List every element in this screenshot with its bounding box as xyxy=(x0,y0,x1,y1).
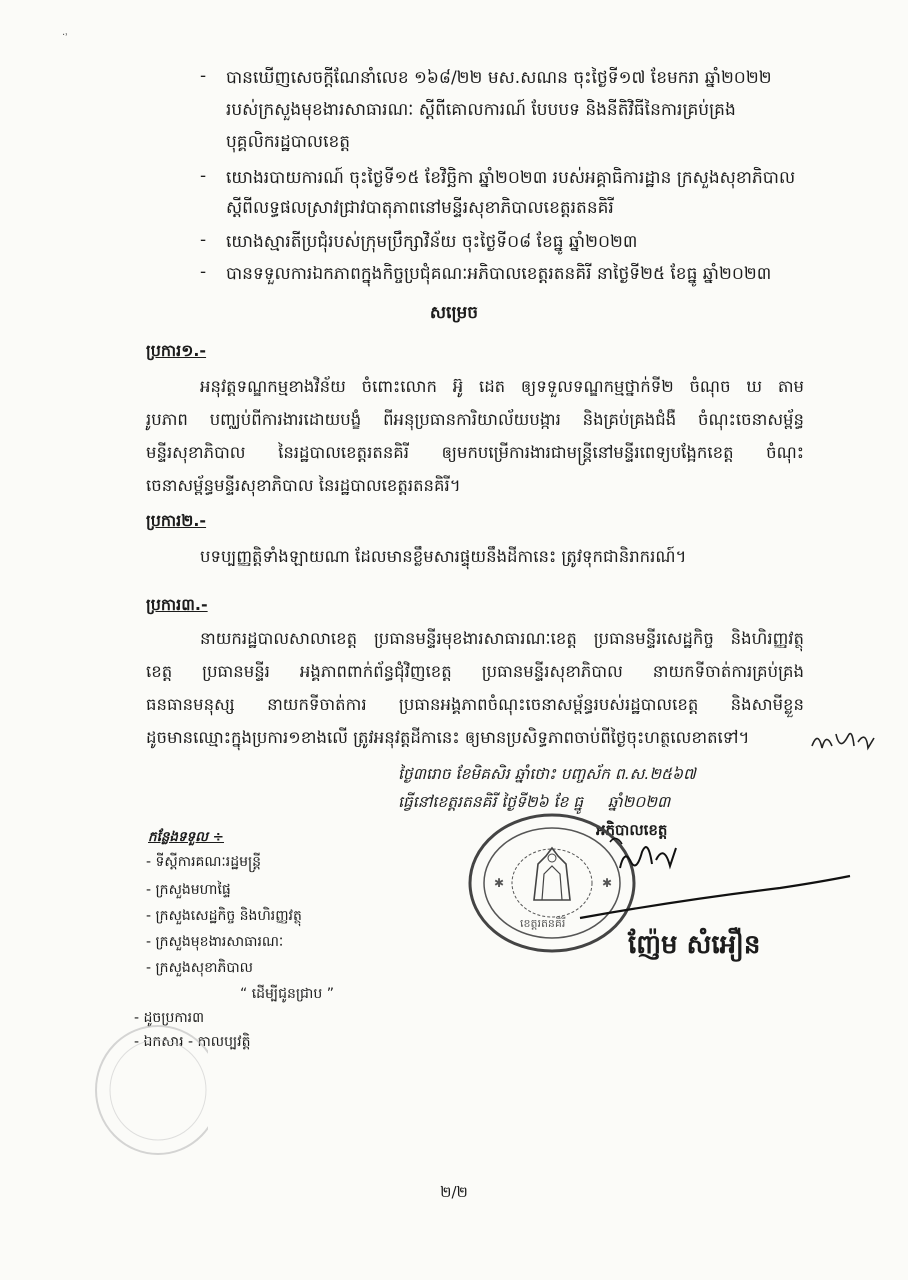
preamble-1-line-3: បុគ្គលិករដ្ឋបាលខេត្ត xyxy=(226,132,351,152)
decision-heading: សម្រេច xyxy=(429,303,479,323)
article-3-line-3: ធនធានមនុស្ស នាយកទីចាត់ការ ប្រធានអង្គភាពចំណុះចេនាសម្ព័ន្ធរបស់រដ្ឋបាលខេត្ត និងសាមីខ្លួន xyxy=(146,695,804,714)
bullet-dash: - xyxy=(200,262,207,282)
recipient-item: - ក្រសួងសុខាភិបាល xyxy=(146,960,253,976)
recipient-extra: - ឯកសារ - កាលប្បវត្តិ xyxy=(134,1034,251,1050)
article-3-line-1: នាយករដ្ឋបាលសាលាខេត្ត ប្រធានមន្ទីរមុខងារសាធារណៈខេត្ត ប្រធានមន្ទីរសេដ្ឋកិច្ច និងហិរញ្ញវត្ថុ xyxy=(200,629,804,648)
recipient-extra: - ដូចប្រការ៣ xyxy=(134,1010,205,1026)
recipient-label: ឯកសារ - កាលប្បវត្តិ xyxy=(143,1034,251,1050)
svg-text:✱: ✱ xyxy=(602,876,613,890)
recipients-title: កន្លែងទទួល ÷ xyxy=(148,829,224,845)
preamble-2-line-1: យោងរបាយការណ៍ ចុះថ្ងៃទី១៥ ខែវិច្ឆិកា ឆ្នាំ២០២៣ របស់អគ្គាធិការដ្ឋាន ក្រសួងសុខាភិបាល xyxy=(226,168,796,188)
article-1-line-1: អនុវត្តទណ្ឌកម្មខាងវិន័យ ចំពោះលោក អ៊ូ ដេត ឲ្យទទួលទណ្ឌកម្មថ្នាក់ទី២ ចំណុច ឃ តាម xyxy=(200,377,804,396)
signature-stroke xyxy=(560,830,860,930)
faint-stamp-icon xyxy=(88,1020,208,1160)
recipient-label: ក្រសួងសេដ្ឋកិច្ច និងហិរញ្ញវត្ថុ xyxy=(155,908,302,924)
bullet-dash: - xyxy=(200,66,207,86)
lunar-date: ថ្ងៃ៣រោច ខែមិគសិរ ឆ្នាំថោះ បញ្ចស័ក ព.ស.២៥៦៧ xyxy=(398,765,696,783)
article-3-label: ប្រការ៣.- xyxy=(146,595,208,614)
preamble-3-line-1: យោងស្មារតីប្រជុំរបស់ក្រុមប្រឹក្សាវិន័យ ចុះថ្ងៃទី០៨ ខែធ្នូ ឆ្នាំ២០២៣ xyxy=(226,232,638,252)
article-3-line-2: ខេត្ត ប្រធានមន្ទីរ អង្គភាពពាក់ព័ន្ធជុំវិញខេត្ត ប្រធានមន្ទីរសុខាភិបាល នាយកទីចាត់ការគ្រប់គ្រង xyxy=(146,662,804,681)
recipients-for-info: “ ដើម្បីជូនជ្រាប ” xyxy=(240,986,334,1002)
article-1-label: ប្រការ១.- xyxy=(146,341,207,360)
article-1-line-2: រូបភាព បញ្ឈប់ពីការងារដោយបង្ខំ ពីអនុប្រធានការិយាល័យបង្ការ និងគ្រប់គ្រងជំងឺ ចំណុះចេនាសម្ព័ន្ធ xyxy=(146,410,804,429)
issue-day: ២៦ xyxy=(525,793,549,811)
article-1-line-3: មន្ទីរសុខាភិបាល នៃរដ្ឋបាលខេត្តរតនគិរី ឲ្យមកបម្រើការងារជាមន្ត្រីនៅមន្ទីរពេទ្យបង្អែកខេត្ត ចំណុះ xyxy=(146,443,804,462)
recipient-item: - ក្រសួងមុខងារសាធារណៈ xyxy=(146,934,284,950)
seal-text: ខេត្តរតនគិរី xyxy=(520,917,566,930)
initials-scribble xyxy=(808,726,878,756)
bullet-dash: - xyxy=(200,230,207,250)
corner-mark: ·˒ xyxy=(62,30,69,41)
recipient-item: - ក្រសួងសេដ្ឋកិច្ច និងហិរញ្ញវត្ថុ xyxy=(146,908,302,924)
recipient-item: - ទីស្តីការគណៈរដ្ឋមន្ត្រី xyxy=(146,854,262,870)
signatory-name: ញ៉ែម សំអឿន xyxy=(628,930,761,960)
article-3-line-4: ដូចមានឈ្មោះក្នុងប្រការ១ខាងលើ ត្រូវអនុវត្តដីកានេះ ឲ្យមានប្រសិទ្ធភាពចាប់ពីថ្ងៃចុះហត្ថលេខាតទៅ។ xyxy=(146,728,750,747)
preamble-1-line-2: របស់ក្រសួងមុខងារសាធារណៈ ស្តីពីគោលការណ៍ បែបបទ និងនីតិវិធីនៃការគ្រប់គ្រង xyxy=(226,100,736,120)
signatory-title: អភិបាលខេត្ត xyxy=(596,821,668,839)
article-2-label: ប្រការ២.- xyxy=(146,511,207,530)
preamble-1-line-1: បានឃើញសេចក្តីណែនាំលេខ ១៦៨/២២ មស.សណន ចុះថ្ងៃទី១៧ ខែមករា ឆ្នាំ២០២២ xyxy=(226,68,772,88)
issue-year: ឆ្នាំ២០២៣ xyxy=(607,793,671,811)
article-2-line-1: បទប្បញ្ញត្តិទាំងឡាយណា ដែលមានខ្លឹមសារផ្ទុយនឹងដីកានេះ ត្រូវទុកជានិរាករណ៍។ xyxy=(200,547,687,566)
month-prefix: ខែ xyxy=(553,793,569,811)
recipient-item: - ក្រសួងមហាផ្ទៃ xyxy=(146,882,231,898)
recipient-label: ក្រសួងមហាផ្ទៃ xyxy=(155,882,231,898)
preamble-2-line-2: ស្តីពីលទ្ធផលស្រាវជ្រាវបាតុភាពនៅមន្ទីរសុខាភិបាលខេត្តរតនគិរី xyxy=(226,198,614,218)
issue-month: ធ្នូ xyxy=(573,793,584,811)
svg-text:✱: ✱ xyxy=(494,876,505,890)
recipient-label: ដូចប្រការ៣ xyxy=(143,1010,205,1026)
bullet-dash: - xyxy=(200,166,207,186)
page-number: ២/២ xyxy=(440,1183,468,1201)
article-1-line-4: ចេនាសម្ព័ន្ធមន្ទីរសុខាភិបាល នៃរដ្ឋបាលខេត្តរតនគិរី។ xyxy=(146,476,461,495)
place-prefix: ធ្វើនៅខេត្តរតនគិរី ថ្ងៃទី xyxy=(398,793,526,811)
recipient-label: ទីស្តីការគណៈរដ្ឋមន្ត្រី xyxy=(155,854,262,870)
recipient-label: ក្រសួងសុខាភិបាល xyxy=(155,960,253,976)
preamble-4-line-1: បានទទួលការឯកភាពក្នុងកិច្ចប្រជុំគណៈអភិបាលខេត្តរតនគិរី នាថ្ងៃទី២៥ ខែធ្នូ ឆ្នាំ២០២៣ xyxy=(226,264,772,284)
recipient-label: ក្រសួងមុខងារសាធារណៈ xyxy=(155,934,284,950)
